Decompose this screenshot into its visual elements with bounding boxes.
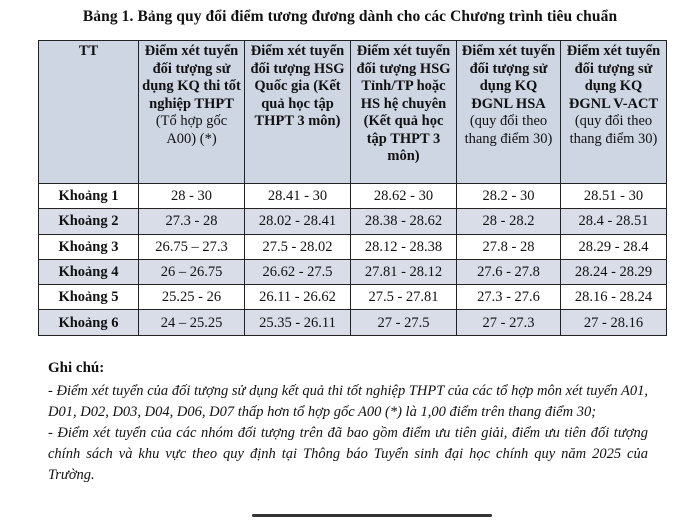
column-header-note-text: (Tổ hợp gốc A00) (*) (155, 113, 228, 147)
row-label: Khoảng 6 (39, 310, 139, 335)
table-cell: 28.4 - 28.51 (561, 209, 667, 234)
table-cell: 25.35 - 26.11 (245, 310, 351, 335)
table-cell: 27 - 27.5 (351, 310, 457, 335)
table-row (39, 184, 667, 209)
table-cell: 25.25 - 26 (139, 285, 245, 310)
column-header-bold-text: Điểm xét tuyển đối tượng HSG Tỉnh/TP hoặc HS hệ chuyên (Kết quả học tập THPT 3 môn) (356, 43, 451, 164)
table-cell: 28.41 - 30 (245, 184, 351, 209)
table-cell: 28 - 30 (139, 184, 245, 209)
table-cell: 28.29 - 28.4 (561, 234, 667, 259)
table-cell: 27.8 - 28 (457, 234, 561, 259)
table-cell: 26.75 – 27.3 (139, 234, 245, 259)
column-header-3 (245, 41, 351, 184)
table-cell: 28.62 - 30 (351, 184, 457, 209)
table-cell: 28 - 28.2 (457, 209, 561, 234)
column-header-bold-text: Điểm xét tuyển đối tượng sử dụng KQ ĐGNL V-ACT (566, 43, 661, 112)
table-cell: 26.11 - 26.62 (245, 285, 351, 310)
table-row (39, 259, 667, 284)
row-label: Khoảng 2 (39, 209, 139, 234)
table-row (39, 285, 667, 310)
note-item-1: - Điểm xét tuyển của đối tượng sử dụng kết quả thi tốt nghiệp THPT của các tổ hợp môn xét tuyển A01, D01, D02, D03, D04, D06, D07 thấp hơn tổ hợp gốc A00 (*) là 1,00 điểm trên thang điểm 30; (48, 383, 648, 420)
score-conversion-table (38, 40, 667, 336)
table-cell: 27.5 - 27.81 (351, 285, 457, 310)
table-cell: 28.38 - 28.62 (351, 209, 457, 234)
page-divider (252, 514, 492, 517)
table-cell: 27 - 28.16 (561, 310, 667, 335)
column-header-bold-text: Điểm xét tuyển đối tượng sử dụng KQ thi tốt nghiệp THPT (142, 43, 241, 112)
table-cell: 27.5 - 28.02 (245, 234, 351, 259)
table-cell: 28.24 - 28.29 (561, 259, 667, 284)
table-cell: 28.51 - 30 (561, 184, 667, 209)
table-title: Bảng 1. Bảng quy đổi điểm tương đương dành cho các Chương trình tiêu chuẩn (82, 8, 618, 25)
table-cell: 27 - 27.3 (457, 310, 561, 335)
table-row (39, 209, 667, 234)
table-cell: 27.3 - 27.6 (457, 285, 561, 310)
column-header-1 (39, 41, 139, 184)
column-header-bold-text: Điểm xét tuyển đối tượng HSG Quốc gia (Kết quả học tập THPT 3 môn) (250, 43, 345, 129)
table-body (39, 184, 667, 336)
row-label: Khoảng 1 (39, 184, 139, 209)
notes-section (48, 358, 648, 486)
column-header-note-text: (quy đổi theo thang điểm 30) (464, 113, 553, 147)
table-cell: 26 – 26.75 (139, 259, 245, 284)
table-cell: 28.2 - 30 (457, 184, 561, 209)
row-label: Khoảng 5 (39, 285, 139, 310)
note-item-2: - Điểm xét tuyển của các nhóm đối tượng trên đã bao gồm điểm ưu tiên giải, điểm ưu tiên đối tượng chính sách và khu vực theo quy định tại Thông báo Tuyển sinh đại học chính quy năm 2025 của Trường. (48, 425, 648, 483)
table-cell: 27.81 - 28.12 (351, 259, 457, 284)
row-label: Khoảng 4 (39, 259, 139, 284)
column-header-4 (351, 41, 457, 184)
table-cell: 28.02 - 28.41 (245, 209, 351, 234)
column-header-bold-text: TT (78, 43, 99, 59)
table-cell: 28.12 - 28.38 (351, 234, 457, 259)
table-row (39, 234, 667, 259)
row-label: Khoảng 3 (39, 234, 139, 259)
column-header-2 (139, 41, 245, 184)
table-cell: 27.3 - 28 (139, 209, 245, 234)
table-cell: 28.16 - 28.24 (561, 285, 667, 310)
notes-heading: Ghi chú: (48, 360, 105, 376)
header-row (39, 41, 667, 184)
table-row (39, 310, 667, 335)
column-header-note-text: (quy đổi theo thang điểm 30) (569, 113, 658, 147)
table-cell: 27.6 - 27.8 (457, 259, 561, 284)
column-header-bold-text: Điểm xét tuyển đối tượng sử dụng KQ ĐGNL HSA (461, 43, 556, 112)
column-header-6 (561, 41, 667, 184)
table-cell: 26.62 - 27.5 (245, 259, 351, 284)
table-cell: 24 – 25.25 (139, 310, 245, 335)
column-header-5 (457, 41, 561, 184)
